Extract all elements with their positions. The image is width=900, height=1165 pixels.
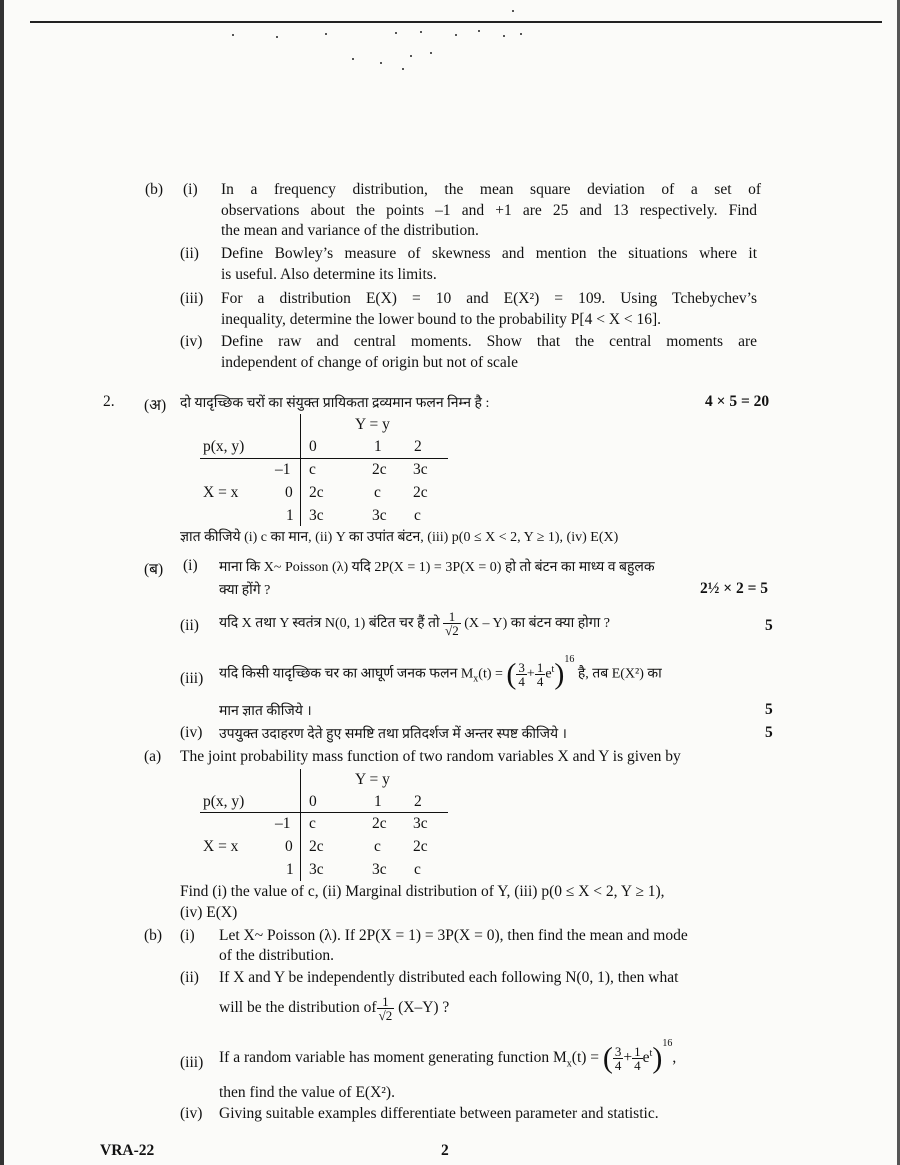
exp-e: e [642, 1049, 650, 1067]
table-col-1: 1 [374, 793, 382, 810]
table-cell: c [374, 838, 381, 855]
plus-sign: + [526, 666, 535, 682]
q1b-iii-line2: inequality, determine the lower bound to the probability P[4 < X < 16]. [221, 311, 662, 328]
page-left-border [0, 0, 4, 1165]
q2-b-hi-i-line2: क्या होंगे ? [219, 583, 271, 598]
q2-b-en-iv-label: (iv) [180, 1105, 203, 1122]
table-row-x: 1 [286, 507, 294, 524]
frac-den: √2 [378, 1007, 393, 1023]
table-cell: c [414, 861, 421, 878]
q2-b-en-iii-pre: If a random variable has moment generating function M [219, 1049, 567, 1067]
table-cell: 2c [372, 815, 387, 832]
mgf-sub: x [566, 1058, 572, 1070]
table-col-2: 2 [414, 793, 422, 810]
table-col-2: 2 [414, 438, 422, 455]
q1b-iv-line2: independent of change of origin but not of scale [221, 354, 518, 371]
q2-b-en-ii-label: (ii) [180, 969, 199, 986]
frac-den: 4 [536, 673, 544, 689]
q2-b-en-label: (b) [144, 927, 163, 944]
frac-num: 3 [518, 659, 525, 675]
q1b-iv-label: (iv) [180, 333, 203, 350]
q2-b-en-iii-label: (iii) [180, 1054, 204, 1071]
mgf-t: (t) = [571, 1049, 600, 1067]
table-col-0: 0 [309, 438, 317, 455]
table-cell: 3c [372, 861, 387, 878]
frac-num: 1 [443, 610, 461, 624]
page-number: 2 [441, 1142, 449, 1159]
table-cell: 2c [309, 838, 324, 855]
plus-sign: + [623, 1049, 633, 1067]
q2-a-hi-text: दो यादृच्छिक चरों का संयुक्त प्रायिकता द्रव्यमान फलन निम्न है : [180, 396, 490, 411]
q2-a-hi-label: (अ) [144, 397, 167, 414]
q2-a-en-label: (a) [144, 748, 162, 765]
q2-b-en-ii-pre: will be the distribution of [219, 999, 377, 1016]
table-col-1: 1 [374, 438, 382, 455]
q2-marks-total: 4 × 5 = 20 [705, 393, 770, 410]
q1b-i-line1: In a frequency distribution, the mean square deviation of a set of [221, 181, 761, 198]
table-corner: p(x, y) [203, 438, 245, 455]
table-cell: 3c [309, 507, 324, 524]
q2-b-hi-iv-text: उपयुक्त उदाहरण देते हुए समष्टि तथा प्रतिदर्शज में अन्तर स्पष्ट कीजिये । [219, 727, 567, 742]
q2-b-hi-ii-pre: यदि X तथा Y स्वतंत्र N(0, 1) बंटित चर हैं तो [219, 616, 440, 631]
frac-one-over-root2 [443, 610, 461, 637]
frac-num: 3 [614, 1044, 622, 1060]
q2-b-hi-i-marks: 2½ × 2 = 5 [700, 580, 769, 597]
table-cell: 3c [309, 861, 324, 878]
q2-b-en-ii-post: (X–Y) ? [398, 999, 450, 1016]
q2-b-hi-label: (ब) [144, 561, 164, 578]
table-cell: 3c [372, 507, 387, 524]
q2-b-hi-ii-marks: 5 [765, 617, 773, 634]
q2-b-hi-ii-post: (X – Y) का बंटन क्या होगा ? [464, 616, 611, 631]
q2-b-en-i-line2: of the distribution. [219, 947, 334, 964]
q2-b-hi-iii-marks: 5 [765, 701, 773, 718]
table-row-header: X = x [203, 484, 239, 501]
table-row-x: 0 [285, 838, 293, 855]
table-cell: c [374, 484, 381, 501]
table-cell: 3c [413, 815, 428, 832]
table-row-x: 0 [285, 484, 293, 501]
q2-b-en-i-line1: Let X~ Poisson (λ). If 2P(X = 1) = 3P(X = 0), then find the mean and mode [219, 927, 688, 944]
q1b-i-label: (i) [183, 181, 198, 198]
q2-b-hi-ii-label: (ii) [180, 617, 199, 634]
q2-b-hi-ii-line [219, 608, 610, 640]
mgf-exponent: 16 [662, 1038, 673, 1049]
mgf-exponent: 16 [564, 654, 575, 665]
q1b-i-line3: the mean and variance of the distribution. [221, 222, 479, 239]
frac-den: √2 [445, 623, 459, 639]
q2-b-en-iii-line: If a random variable has moment generating function $M_x(t)$ = ( $\frac{3}{4}$ + $\frac{1}{4}$ $e^t)^{16}$, [219, 1038, 677, 1075]
table-row-header: X = x [203, 838, 239, 855]
exp-e: e [545, 666, 552, 682]
q2-b-hi-iii-label: (iii) [180, 670, 204, 687]
q1b-i-line2: observations about the points –1 and +1 are 25 and 13 respectively. Find [221, 202, 757, 219]
frac-num: 1 [536, 659, 544, 675]
q2-number: 2. [103, 393, 115, 410]
q2-b-hi-iii-line2: मान ज्ञात कीजिये । [219, 704, 312, 719]
table-cell: c [414, 507, 421, 524]
frac-den: 4 [634, 1058, 641, 1074]
table-col-0: 0 [309, 793, 317, 810]
frac-num: 1 [634, 1044, 641, 1060]
q2-a-hi-find: ज्ञात कीजिये (i) c का मान, (ii) Y का उपांत बंटन, (iii) p(0 ≤ X < 2, Y ≥ 1), (iv) E(X) [180, 530, 619, 545]
exp-t: t [649, 1048, 653, 1059]
table-cell: c [309, 815, 316, 832]
mgf-sub: x [473, 673, 479, 685]
q2-b-en-i-label: (i) [180, 927, 195, 944]
q2-b-hi-iii-pre: यदि किसी यादृच्छिक चर का आघूर्ण जनक फलन M [219, 666, 474, 682]
q1b-ii-line1: Define Bowley’s measure of skewness and mention the situations where it [221, 245, 757, 262]
table-col-header: Y = y [355, 416, 390, 433]
table-cell: 2c [413, 838, 428, 855]
frac-den: 4 [518, 673, 525, 689]
q2-b-en-iv-text: Giving suitable examples differentiate between parameter and statistic. [219, 1105, 659, 1122]
q2-b-hi-iii-post: है, तब E(X²) का [577, 666, 662, 682]
q1b-iv-line1: Define raw and central moments. Show that the central moments are [221, 333, 757, 350]
table-cell: 2c [309, 484, 324, 501]
q1b-iii-label: (iii) [180, 290, 204, 307]
table-row-x: –1 [275, 815, 291, 832]
frac-num: 1 [377, 995, 395, 1009]
q2-b-hi-iii-line: यदि किसी यादृच्छिक चर का आघूर्ण जनक फलन $M_x(t)$ = ( $\frac{3}{4}$ + $\frac{1}{4}$ $e^t)^{16}$ है, तब E(X²) का [219, 654, 662, 691]
table-col-header: Y = y [355, 771, 390, 788]
table-cell: 2c [372, 461, 387, 478]
table-row-x: 1 [286, 861, 294, 878]
top-rule [30, 21, 882, 23]
q2-a-en-find-line2: (iv) E(X) [180, 904, 238, 921]
table-row-x: –1 [275, 461, 291, 478]
q2-b-hi-i-label: (i) [183, 557, 198, 574]
q1b-label: (b) [145, 181, 164, 198]
q1b-ii-line2: is useful. Also determine its limits. [221, 266, 437, 283]
table-cell: 3c [413, 461, 428, 478]
q2-b-hi-i-line1: माना कि X~ Poisson (λ) यदि 2P(X = 1) = 3P(X = 0) हो तो बंटन का माध्य व बहुलक [219, 560, 655, 575]
q1b-iii-line1: For a distribution E(X) = 10 and E(X²) = 109. Using Tchebychev’s [221, 290, 757, 307]
q1b-ii-label: (ii) [180, 245, 199, 262]
frac-den: 4 [614, 1058, 622, 1074]
q2-b-hi-iv-marks: 5 [765, 724, 773, 741]
q2-b-hi-iv-label: (iv) [180, 724, 203, 741]
q2-b-en-ii-line1: If X and Y be independently distributed each following N(0, 1), then what [219, 969, 679, 986]
table-cell: 2c [413, 484, 428, 501]
q2-a-en-text: The joint probability mass function of two random variables X and Y is given by [180, 748, 681, 765]
exp-t: t [551, 664, 555, 675]
q2-b-en-iii-line2: then find the value of E(X²). [219, 1084, 395, 1101]
table-cell: c [309, 461, 316, 478]
q2-b-en-ii-line2 [219, 992, 449, 1024]
paper-code: VRA-22 [100, 1142, 155, 1159]
table-corner: p(x, y) [203, 793, 245, 810]
q2-a-en-find-line1: Find (i) the value of c, (ii) Marginal distribution of Y, (iii) p(0 ≤ X < 2, Y ≥ 1), [180, 883, 665, 900]
mgf-t: (t) = [478, 666, 503, 682]
